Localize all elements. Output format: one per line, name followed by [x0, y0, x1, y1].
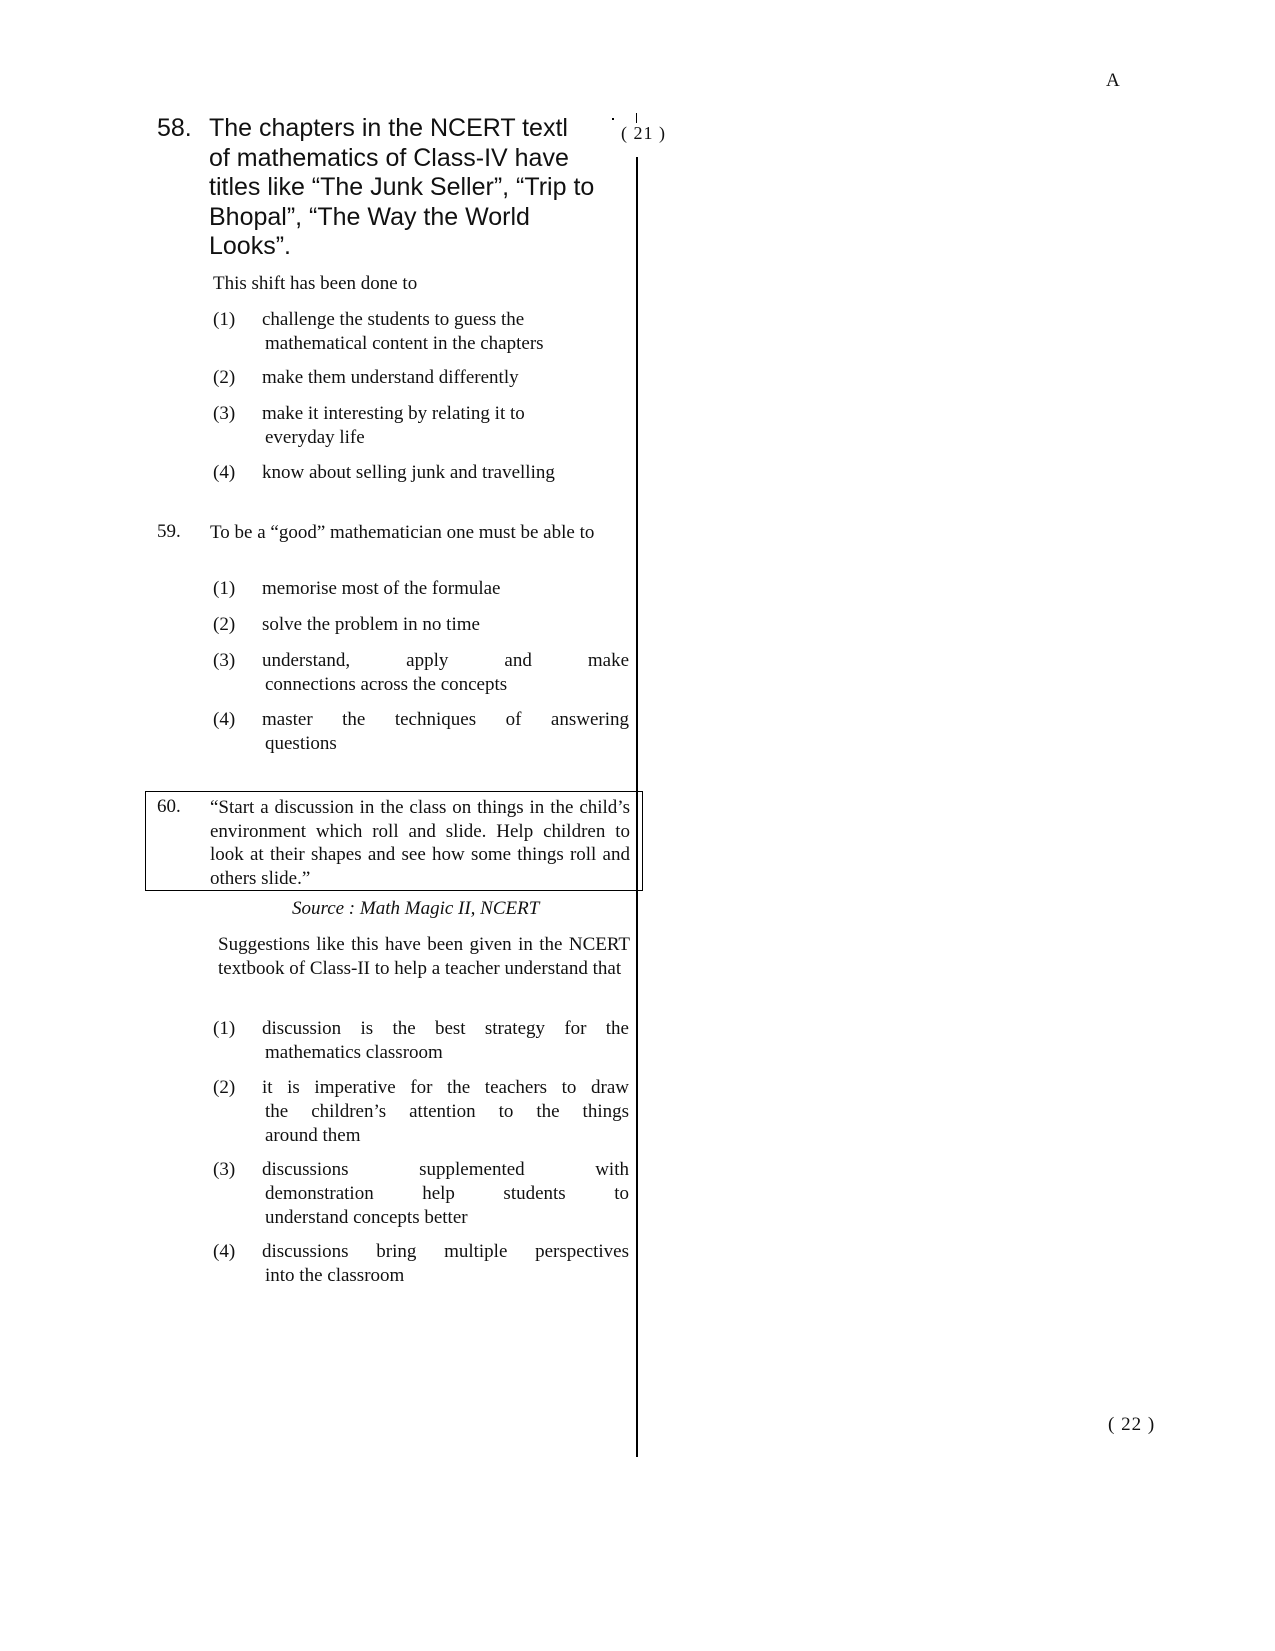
- option-number: (2): [213, 1077, 236, 1098]
- option-line: the children’s attention to the things: [265, 1101, 629, 1122]
- question-59-option-1: [213, 577, 629, 601]
- question-58-stem: [209, 114, 629, 262]
- option-number: (2): [213, 614, 236, 635]
- question-58-stem-line: titles like “The Junk Seller”, “Trip to: [209, 173, 595, 201]
- page-number-bottom: ( 22 ): [1108, 1414, 1156, 1435]
- option-text: [262, 1158, 629, 1230]
- option-number: (1): [213, 1018, 236, 1039]
- option-number: (1): [213, 578, 236, 599]
- option-text: know about selling junk and travelling: [262, 462, 555, 483]
- question-59-stem: To be a “good” mathematician one must be able to: [210, 522, 595, 543]
- option-text: [262, 649, 629, 697]
- option-line: demonstration help students to: [265, 1183, 629, 1204]
- option-line: discussions bring multiple perspectives: [262, 1241, 629, 1262]
- option-number: (3): [213, 1159, 236, 1180]
- question-58-option-4: [213, 461, 629, 485]
- option-line: make it interesting by relating it to: [262, 403, 525, 424]
- question-58-option-2: [213, 366, 629, 390]
- question-60-option-4: [213, 1240, 629, 1288]
- booklet-set-label: A: [1106, 70, 1120, 91]
- option-line: understand concepts better: [265, 1207, 468, 1228]
- question-58-option-1: [213, 308, 629, 356]
- option-text: solve the problem in no time: [262, 614, 480, 635]
- question-60-quote: “Start a discussion in the class on things in the child’s environment which roll and slide. Help children to look at their shapes and see how some things roll and others slide.”: [210, 797, 630, 889]
- question-58-stem-line: Looks”.: [209, 232, 291, 260]
- option-text: memorise most of the formulae: [262, 578, 501, 599]
- option-line: around them: [265, 1125, 361, 1146]
- question-58-stem-line: of mathematics of Class-IV have: [209, 143, 569, 172]
- question-58-number: 58.: [157, 114, 192, 142]
- option-number: (4): [213, 709, 236, 730]
- option-text: make them understand differently: [262, 367, 519, 388]
- question-58-stem-line: The chapters in the NCERT textl: [209, 114, 568, 142]
- question-59-option-4: [213, 708, 629, 756]
- option-line: connections across the concepts: [265, 674, 508, 695]
- option-text: [262, 402, 629, 450]
- question-60-option-1: [213, 1017, 629, 1065]
- question-59-option-2: [213, 613, 629, 637]
- option-line: mathematics classroom: [265, 1042, 443, 1063]
- option-text: [262, 708, 629, 756]
- option-line: master the techniques of answering: [262, 709, 629, 730]
- option-line: discussions supplemented with: [262, 1159, 629, 1180]
- option-text: [262, 1240, 629, 1288]
- option-line: discussion is the best strategy for the: [262, 1018, 629, 1039]
- question-60-number: 60.: [157, 796, 181, 817]
- question-60-lead: Suggestions like this have been given in the NCERT textbook of Class-II to help a teacher understand that: [218, 934, 630, 979]
- option-number: (2): [213, 367, 236, 388]
- option-line: mathematical content in the chapters: [265, 333, 544, 354]
- question-59-option-3: [213, 649, 629, 697]
- question-58-stem-line: Bhopal”, “The Way the World: [209, 202, 530, 231]
- question-58-lead: This shift has been done to: [213, 273, 418, 294]
- option-line: everyday life: [265, 427, 365, 448]
- question-58-option-3: [213, 402, 629, 450]
- page-number-top: ( 21 ): [621, 123, 666, 143]
- option-line: challenge the students to guess the: [262, 309, 525, 330]
- option-number: (1): [213, 309, 236, 330]
- question-60-option-3: [213, 1158, 629, 1230]
- option-number: (4): [213, 1241, 236, 1262]
- option-text: [262, 1017, 629, 1065]
- column-divider-tick: [636, 113, 637, 123]
- option-line: it is imperative for the teachers to draw: [262, 1077, 629, 1098]
- option-line: understand, apply and make: [262, 650, 629, 671]
- option-number: (4): [213, 462, 236, 483]
- option-line: questions: [265, 733, 337, 754]
- option-number: (3): [213, 650, 236, 671]
- question-60-source: Source : Math Magic II, NCERT: [292, 898, 540, 919]
- option-number: (3): [213, 403, 236, 424]
- option-text: [262, 1076, 629, 1148]
- question-60-option-2: [213, 1076, 629, 1148]
- option-text: [262, 308, 629, 356]
- question-59-number: 59.: [157, 521, 181, 542]
- option-line: into the classroom: [265, 1265, 405, 1286]
